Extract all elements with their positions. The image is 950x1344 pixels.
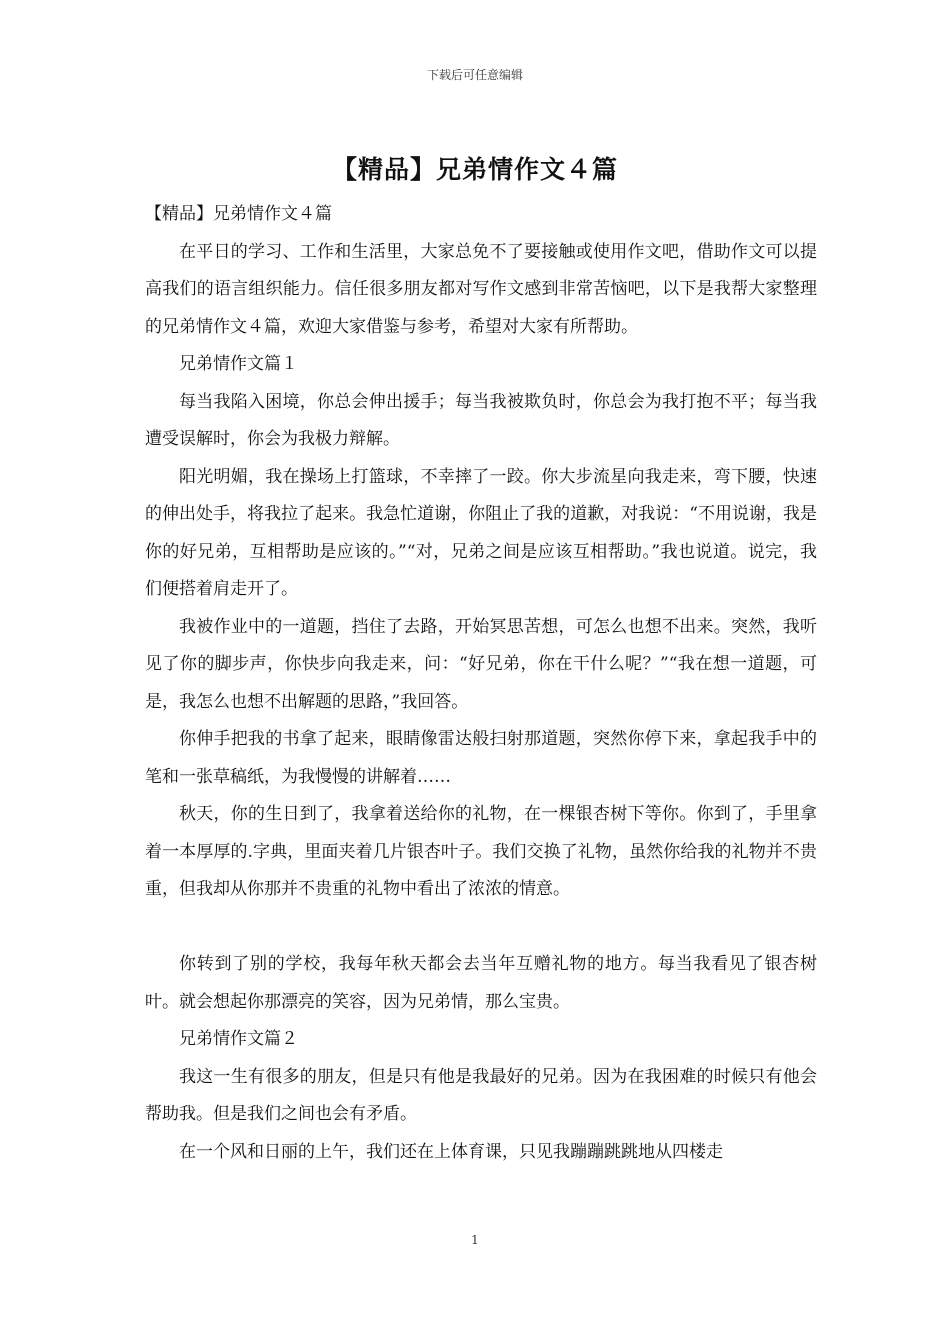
paragraph: 每当我陷入困境，你总会伸出援手；每当我被欺负时，你总会为我打抱不平；每当我遭受误解时，你会为我极力辩解。 [145, 391, 817, 449]
section-heading-1: 兄弟情作文篇１ [179, 354, 298, 374]
document-body [145, 196, 817, 1171]
paragraph: 你转到了别的学校，我每年秋天都会去当年互赠礼物的地方。每当我看见了银杏树叶。就会想起你那漂亮的笑容，因为兄弟情，那么宝贵。 [145, 954, 817, 1012]
paragraph: 阳光明媚，我在操场上打篮球，不幸摔了一跤。你大步流星向我走来，弯下腰，快速的伸出处手，将我拉了起来。我急忙道谢，你阻止了我的道歉，对我说：“不用说谢，我是你的好兄弟，互相帮助是应该的。”“对，兄弟之间是应该互相帮助。”我也说道。说完，我们便搭着肩走开了。 [145, 466, 817, 599]
paragraph: 在一个风和日丽的上午，我们还在上体育课，只见我蹦蹦跳跳地从四楼走 [179, 1141, 723, 1162]
page-header-note: 下载后可任意编辑 [426, 68, 523, 82]
section-heading-2: 兄弟情作文篇２ [179, 1029, 298, 1049]
document-title: 【精品】兄弟情作文４篇 [331, 155, 618, 184]
paragraph: 我被作业中的一道题，挡住了去路，开始冥思苦想，可怎么也想不出来。突然，我听见了你的脚步声，你快步向我走来，问：“好兄弟，你在干什么呢？”“我在想一道题，可是，我怎么也想不出解题的思路，”我回答。 [145, 616, 817, 712]
paragraph: 我这一生有很多的朋友，但是只有他是我最好的兄弟。因为在我困难的时候只有他会帮助我。但是我们之间也会有矛盾。 [145, 1066, 817, 1124]
blank-line [145, 909, 817, 947]
intro-paragraph: 在平日的学习、工作和生活里，大家总免不了要接触或使用作文吧，借助作文可以提高我们的语言组织能力。信任很多朋友都对写作文感到非常苦恼吧，以下是我帮大家整理的兄弟情作文４篇，欢迎大家借鉴与参考，希望对大家有所帮助。 [145, 241, 817, 337]
paragraph: 你伸手把我的书拿了起来，眼睛像雷达般扫射那道题，突然你停下来，拿起我手中的笔和一张草稿纸，为我慢慢的讲解着…… [145, 729, 817, 787]
page-number: 1 [471, 1233, 479, 1247]
document-subtitle: 【精品】兄弟情作文４篇 [145, 204, 332, 224]
paragraph: 秋天，你的生日到了，我拿着送给你的礼物，在一棵银杏树下等你。你到了，手里拿着一本厚厚的.字典，里面夹着几片银杏叶子。我们交换了礼物，虽然你给我的礼物并不贵重，但我却从你那并不贵重的礼物中看出了浓浓的情意。 [145, 804, 817, 899]
